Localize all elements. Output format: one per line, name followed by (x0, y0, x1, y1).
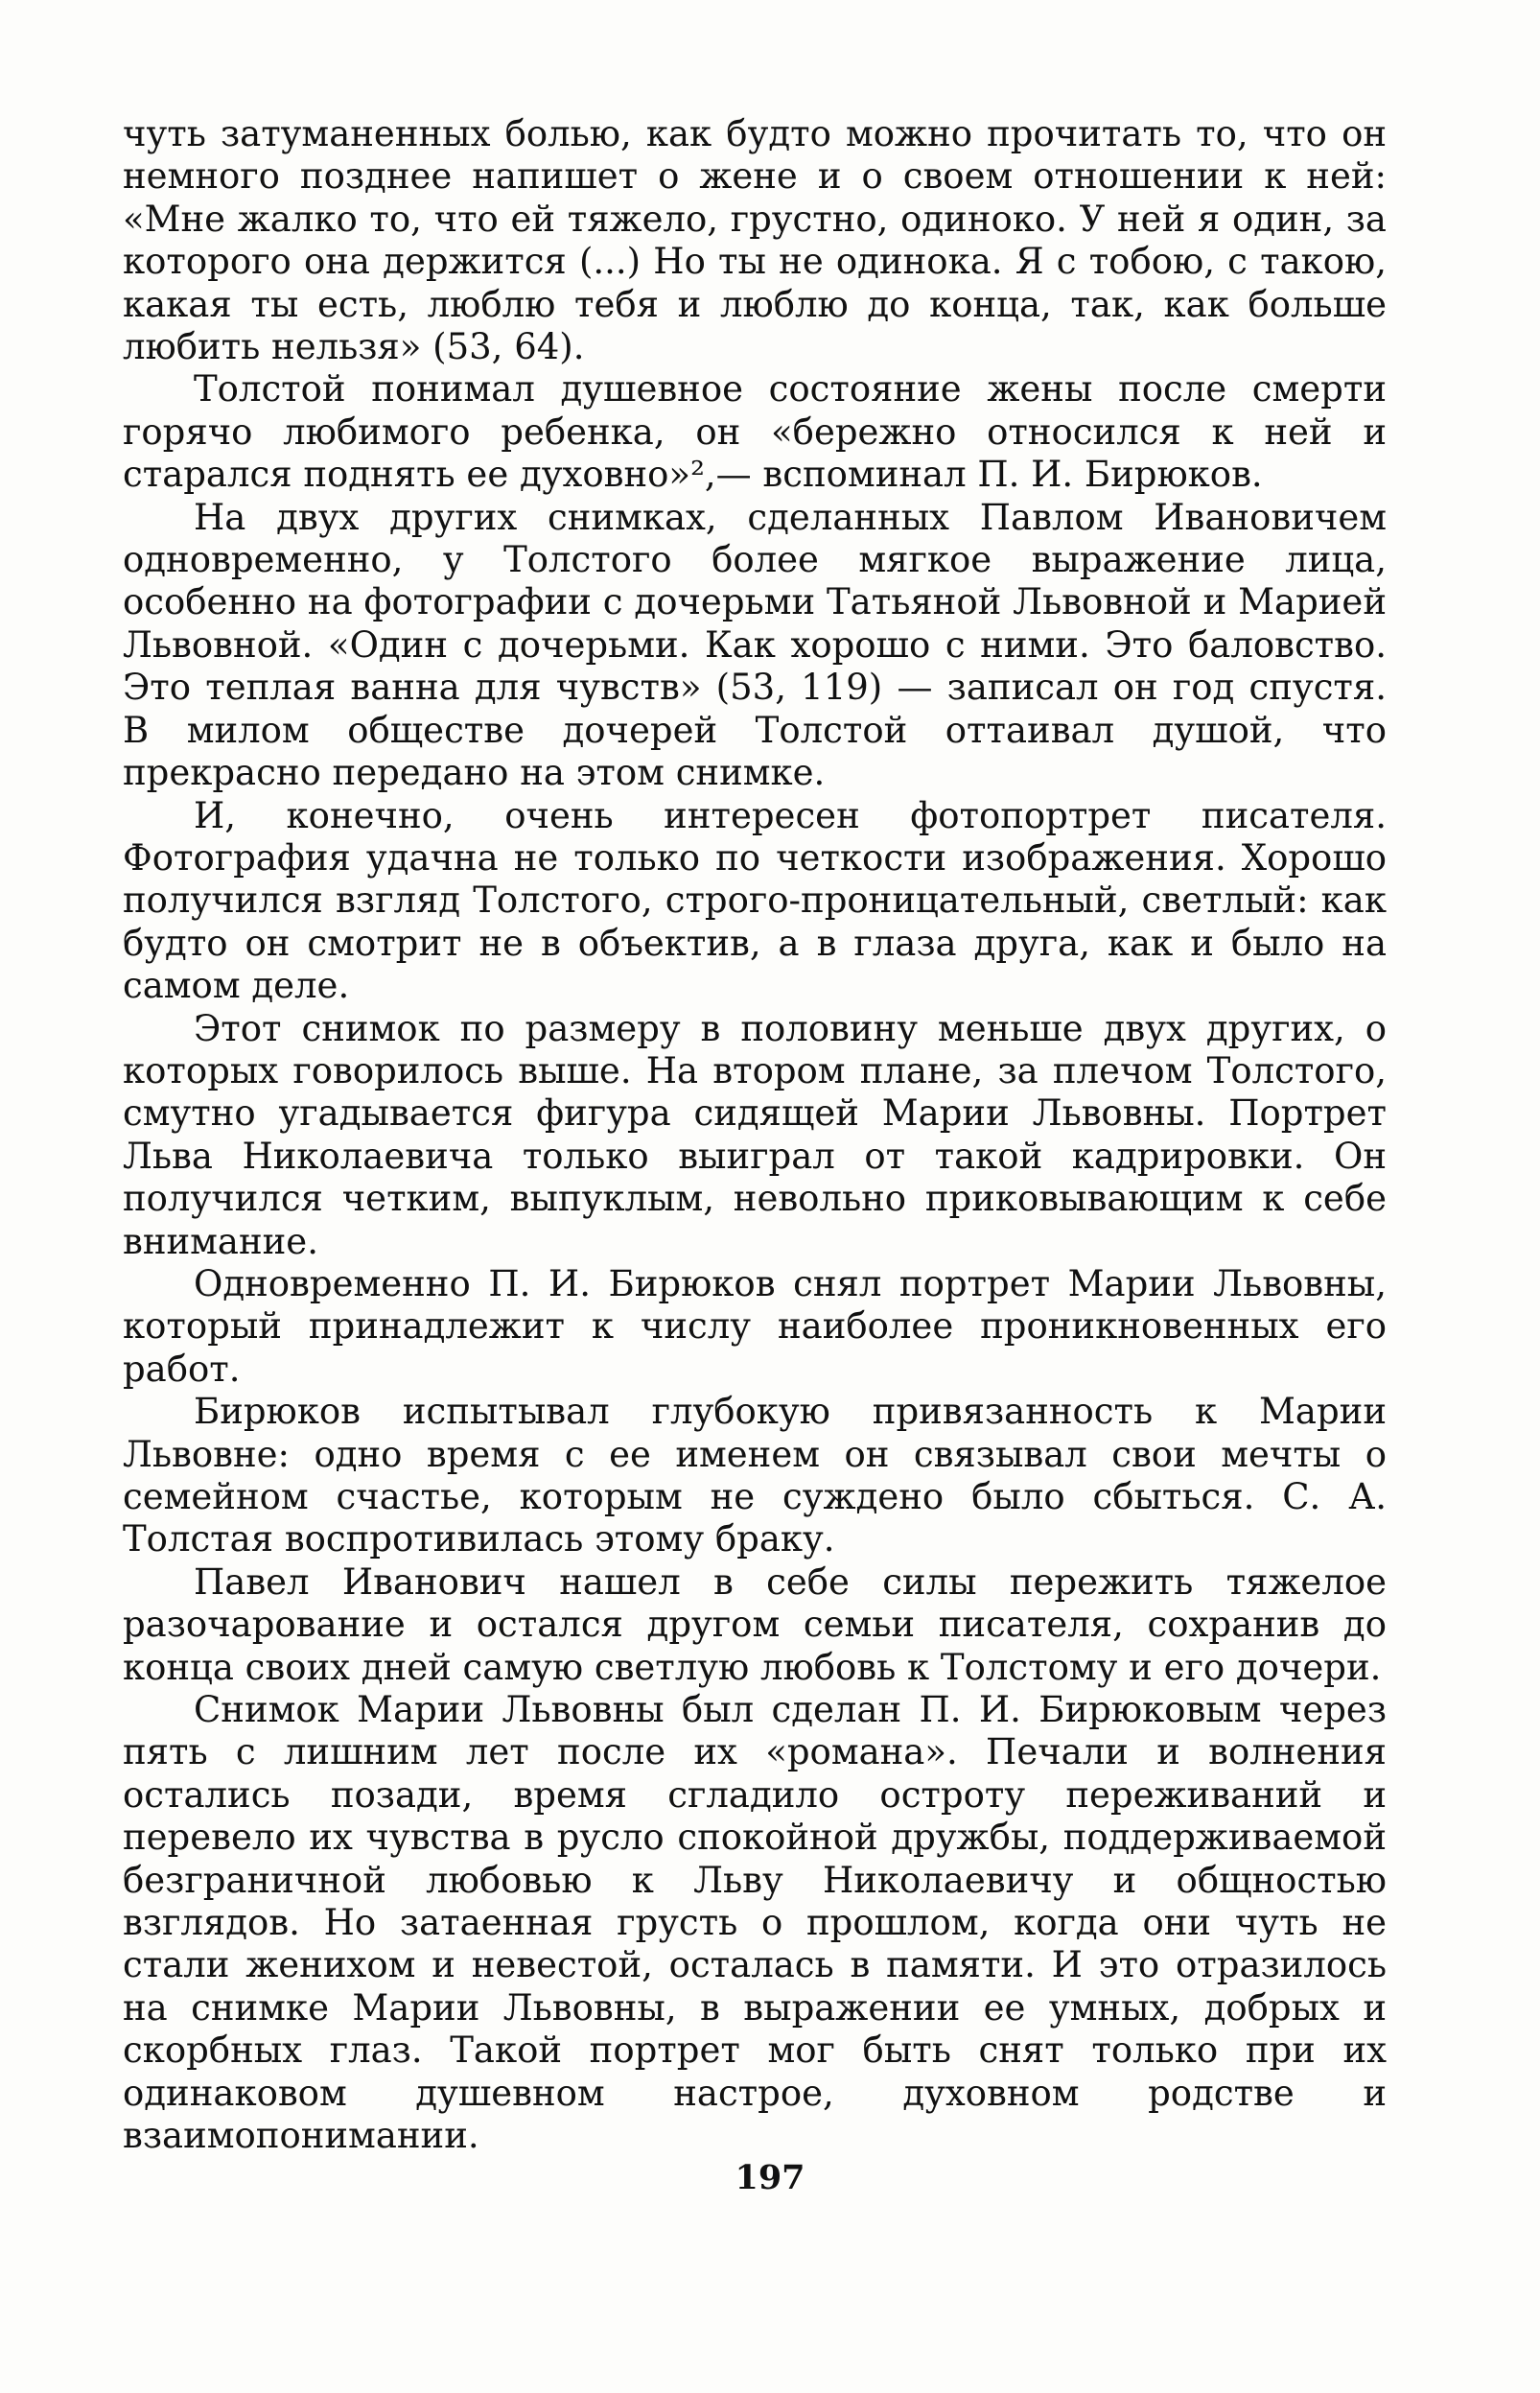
paragraph-8: Павел Иванович нашел в себе силы пережить тяжелое разочарование и остался другом семьи писателя, сохранив до конца своих дней самую светлую любовь к Толстому и его дочери. (123, 1560, 1387, 1688)
paragraph-3: На двух других снимках, сделанных Павлом Ивановичем одновременно, у Толстого более мягкое выражение лица, особенно на фотографии с дочерьми Татьяной Львовной и Марией Львовной. «Один с дочерьми. Как хорошо с ними. Это баловство. Это теплая ванна для чувств» (53, 119) — записал он год спустя. В милом обществе дочерей Толстой оттаивал душой, что прекрасно передано на этом снимке. (123, 496, 1387, 794)
body-text (123, 113, 1387, 2158)
paragraph-1: чуть затуманенных болью, как будто можно прочитать то, что он немного позднее напишет о жене и о своем отношении к ней: «Мне жалко то, что ей тяжело, грустно, одиноко. У ней я один, за которого она держится (...) Но ты не одинока. Я с тобою, с такою, какая ты есть, люблю тебя и люблю до конца, так, как больше любить нельзя» (53, 64). (123, 113, 1387, 368)
paragraph-2: Толстой понимал душевное состояние жены после смерти горячо любимого ребенка, он «бережно относился к ней и старался поднять ее духовно»²,— вспоминал П. И. Бирюков. (123, 368, 1387, 496)
paragraph-6: Одновременно П. И. Бирюков снял портрет Марии Львовны, который принадлежит к числу наиболее проникновенных его работ. (123, 1262, 1387, 1390)
paragraph-7: Бирюков испытывал глубокую привязанность к Марии Львовне: одно время с ее именем он связывал свои мечты о семейном счастье, которым не суждено было сбыться. С. А. Толстая воспротивилась этому браку. (123, 1391, 1387, 1560)
paragraph-5: Этот снимок по размеру в половину меньше двух других, о которых говорилось выше. На втором плане, за плечом Толстого, смутно угадывается фигура сидящей Марии Львовны. Портрет Льва Николаевича только выиграл от такой кадрировки. Он получился четким, выпуклым, невольно приковывающим к себе внимание. (123, 1007, 1387, 1262)
paragraph-9: Снимок Марии Львовны был сделан П. И. Бирюковым через пять с лишним лет после их «романа». Печали и волнения остались позади, время сгладило остроту переживаний и перевело их чувства в русло спокойной дружбы, поддерживаемой безграничной любовью к Льву Николаевичу и общностью взглядов. Но затаенная грусть о прошлом, когда они чуть не стали женихом и невестой, осталась в памяти. И это отразилось на снимке Марии Львовны, в выражении ее умных, добрых и скорбных глаз. Такой портрет мог быть снят только при их одинаковом душевном настрое, духовном родстве и взаимопонимании. (123, 1689, 1387, 2157)
page-number: 197 (735, 2158, 805, 2197)
paragraph-4: И, конечно, очень интересен фотопортрет писателя. Фотография удачна не только по четкости изображения. Хорошо получился взгляд Толстого, строго-проницательный, светлый: как будто он смотрит не в объектив, а в глаза друга, как и было на самом деле. (123, 794, 1387, 1007)
